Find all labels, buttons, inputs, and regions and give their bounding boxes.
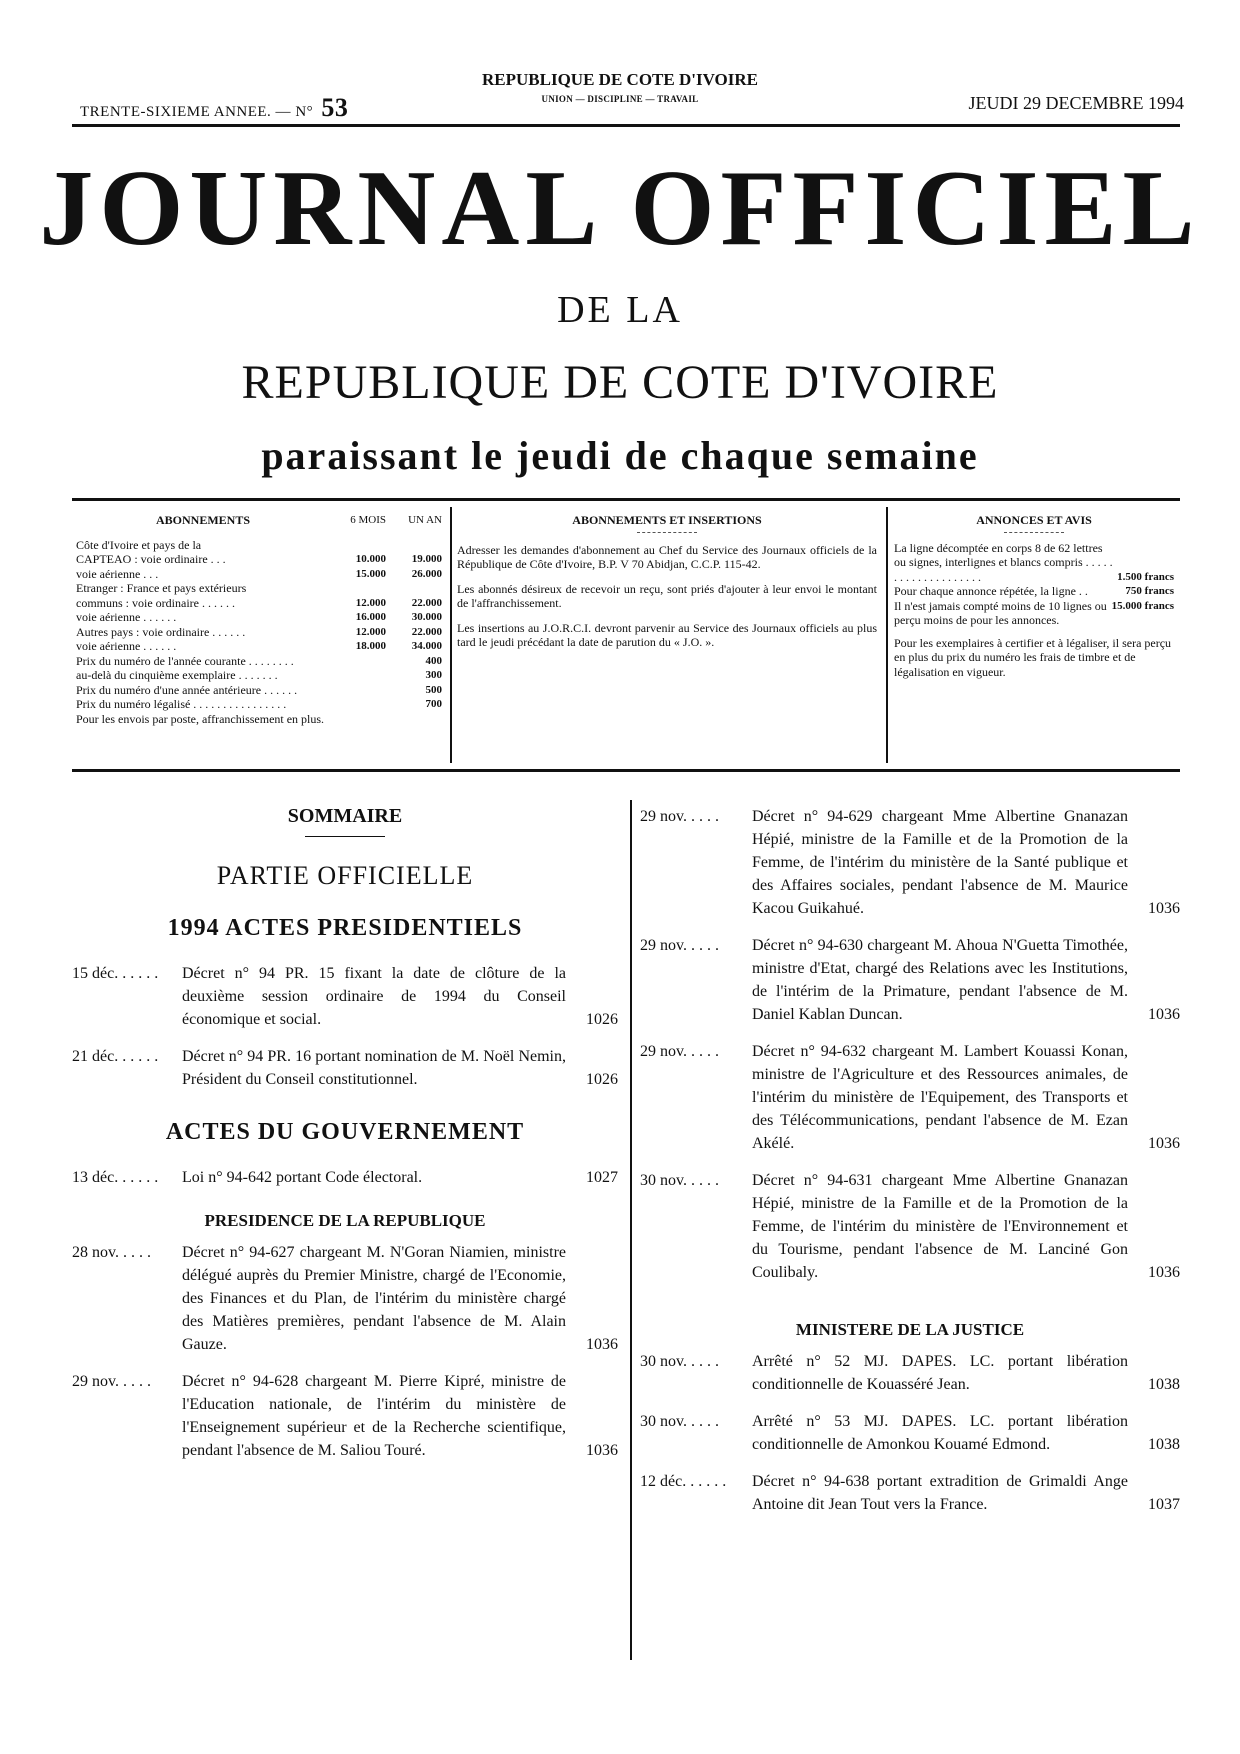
column-divider <box>630 800 632 1660</box>
abonnement-6mois <box>330 697 386 712</box>
entry-date: 13 déc. . . . . . <box>72 1169 159 1186</box>
abonnement-row <box>76 610 442 625</box>
abonnement-1an: 22.000 <box>411 596 442 609</box>
annonce-line-1: La ligne décomptée en corps 8 de 62 lettres ou signes, interlignes et blancs compris . . . . . . . . . . . . . . . . . . . . <box>894 540 1113 584</box>
section-justice: MINISTERE DE LA JUSTICE <box>795 1320 1025 1339</box>
abonnement-1an <box>386 538 442 553</box>
entry-date: 29 nov. . . . . <box>72 1373 151 1390</box>
abonnement-row <box>76 639 442 654</box>
abonnement-6mois <box>330 654 386 669</box>
sommaire-left <box>72 805 618 1476</box>
entry-date: 28 nov. . . . . <box>72 1244 151 1261</box>
entry-page: 1036 <box>1148 1264 1180 1281</box>
dash-rule <box>1004 532 1064 533</box>
entry-page: 1036 <box>1148 900 1180 917</box>
abonnement-6mois <box>330 538 386 553</box>
entry-text: Arrêté n° 53 MJ. DAPES. LC. portant libération conditionnelle de Amonkou Kouamé Edmond. <box>752 1413 1128 1453</box>
year-label: TRENTE-SIXIEME ANNEE. — <box>80 104 292 120</box>
col-6mois: 6 MOIS <box>350 514 386 526</box>
partie-officielle: PARTIE OFFICIELLE <box>216 861 474 890</box>
abonnement-6mois: 18.000 <box>355 640 386 652</box>
annonce-line-2: Pour chaque annonce répétée, la ligne . . <box>894 584 1088 598</box>
col-1an: UN AN <box>408 514 442 526</box>
entry-page: 1038 <box>1148 1436 1180 1453</box>
summary-entry <box>72 1370 618 1462</box>
abonnement-row <box>76 712 442 727</box>
abonnement-label: Etranger : France et pays extérieurs <box>76 581 247 595</box>
entry-text: Décret n° 94-630 chargeant M. Ahoua N'Guetta Timothée, ministre d'Etat, chargé des Relations avec les Institutions, de l'intérim de la Primature, pendant l'absence de M. Daniel Kablan Duncan. <box>752 937 1128 1023</box>
abonnement-label: voie aérienne . . . . . . <box>76 610 177 624</box>
abonnement-6mois <box>330 581 386 596</box>
abonnement-label: au-delà du cinquième exemplaire . . . . . . . <box>76 668 278 682</box>
abonnement-1an: 22.000 <box>411 625 442 638</box>
sommaire-title: SOMMAIRE <box>287 805 403 827</box>
entry-page: 1037 <box>1148 1496 1180 1513</box>
abonnement-label: Prix du numéro d'une année antérieure . . . . . . <box>76 682 298 697</box>
summary-entry <box>640 1350 1180 1396</box>
abonnement-6mois <box>330 668 386 683</box>
abonnement-1an: 500 <box>425 683 442 696</box>
abonnement-label: voie aérienne . . . . . . <box>76 639 177 653</box>
abonnement-row <box>76 596 442 611</box>
abonnements-column <box>76 507 442 763</box>
abonnement-row <box>76 654 442 669</box>
abonnement-6mois: 10.000 <box>355 553 386 565</box>
annonce-price-2: 750 francs <box>1125 585 1174 597</box>
summary-entry <box>640 805 1180 920</box>
annonce-price-3: 15.000 francs <box>1111 599 1174 612</box>
entry-page: 1038 <box>1148 1376 1180 1393</box>
entry-date: 15 déc. . . . . . <box>72 965 159 982</box>
abonnement-row <box>76 581 442 596</box>
abonnement-row <box>76 683 442 698</box>
annonce-price-1: 1.500 francs <box>1117 570 1174 583</box>
annonces-column <box>894 507 1174 763</box>
abonnement-label: Pour les envois par poste, affranchissement en plus. <box>76 711 325 726</box>
entry-date: 30 nov. . . . . <box>640 1172 719 1189</box>
abonnement-row <box>76 625 442 640</box>
abonnement-6mois: 12.000 <box>355 625 386 638</box>
tagline: paraissant le jeudi de chaque semaine <box>261 433 979 478</box>
summary-entry <box>640 1470 1180 1516</box>
abonnement-1an <box>386 581 442 596</box>
republic-title: REPUBLIQUE DE COTE D'IVOIRE <box>241 356 999 409</box>
summary-entry <box>72 1166 618 1189</box>
summary-entry <box>640 1040 1180 1155</box>
abonnement-label: Prix du numéro légalisé . . . . . . . . . . . . . . . . <box>76 697 287 711</box>
summary-entry <box>72 962 618 1031</box>
abonnement-label: voie aérienne . . . <box>76 566 159 581</box>
entry-page: 1036 <box>1148 1006 1180 1023</box>
dash-rule <box>637 532 697 533</box>
abonnement-row <box>76 668 442 683</box>
entry-date: 30 nov. . . . . <box>640 1413 719 1430</box>
abonnement-row <box>76 697 442 712</box>
entry-page: 1036 <box>586 1336 618 1353</box>
issue-date: JEUDI 29 DECEMBRE 1994 <box>968 93 1184 113</box>
summary-entry <box>640 934 1180 1026</box>
section-presidence: PRESIDENCE DE LA REPUBLIQUE <box>204 1211 486 1230</box>
insertions-p1: Adresser les demandes d'abonnement au Chef du Service des Journaux officiels de la République de Côte d'Ivoire, B.P. V 70 Abidjan, C.C.P. 115-42. <box>457 542 877 571</box>
annonce-line-3: Il n'est jamais compté moins de 10 lignes ou perçu moins de pour les annonces. <box>894 598 1107 627</box>
insertions-p3: Les insertions au J.O.R.C.I. devront parvenir au Service des Journaux officiels au plus tard le jeudi précédant la date de parution du « J.O. ». <box>457 620 877 649</box>
sec4-entries <box>640 1350 1180 1516</box>
abonnement-1an: 34.000 <box>411 640 442 652</box>
abonnement-1an: 30.000 <box>411 611 442 623</box>
abonnement-label: Prix du numéro de l'année courante . . . . . . . . <box>76 653 294 668</box>
abonnement-1an: 26.000 <box>411 567 442 580</box>
entry-date: 29 nov. . . . . <box>640 1043 719 1060</box>
subscription-box <box>72 498 1180 772</box>
entry-date: 21 déc. . . . . . <box>72 1048 159 1065</box>
entry-text: Décret n° 94-632 chargeant M. Lambert Kouassi Konan, ministre de l'Agriculture et des Ressources animales, de l'intérim du ministère de l'Equipement, des Transports et des Télécommunications, pendant l'absence de M. Ezan Akélé. <box>752 1043 1128 1152</box>
abonnement-1an: 400 <box>425 654 442 667</box>
abonnements-title: ABONNEMENTS <box>155 513 250 527</box>
entry-date: 30 nov. . . . . <box>640 1353 719 1370</box>
abonnement-6mois: 16.000 <box>355 611 386 623</box>
abonnement-6mois <box>330 712 386 727</box>
entry-text: Décret n° 94-631 chargeant Mme Albertine Gnanazan Hépié, ministre de la Famille et de la Promotion de la Femme, de l'intérim du ministère de l'Environnement et du Tourisme, pendant l'absence de M. Lanciné Gon Coulibaly. <box>752 1172 1128 1281</box>
abonnement-6mois: 12.000 <box>355 596 386 609</box>
insertions-p2: Les abonnés désireux de recevoir un reçu, sont priés d'ajouter à leur envoi le montant de l'affranchissement. <box>457 581 877 610</box>
abonnements-rows <box>76 538 442 727</box>
abonnement-label: CAPTEAO : voie ordinaire . . . <box>76 552 226 566</box>
republic-motto: UNION — DISCIPLINE — TRAVAIL <box>541 94 699 104</box>
entry-text: Décret n° 94-638 portant extradition de Grimaldi Ange Antoine dit Jean Tout vers la France. <box>752 1473 1128 1513</box>
sec1-entries <box>72 962 618 1091</box>
summary-entry <box>640 1169 1180 1284</box>
annonces-title: ANNONCES ET AVIS <box>976 513 1092 527</box>
entry-text: Décret n° 94 PR. 16 portant nomination de M. Noël Nemin, Président du Conseil constitutionnel. <box>182 1048 566 1088</box>
abonnement-1an: 700 <box>425 698 442 710</box>
entry-text: Décret n° 94-627 chargeant M. N'Goran Niamien, ministre délégué auprès du Premier Ministre, chargé de l'Economie, des Finances et du Plan, de l'intérim du ministère chargé des Matières premières, pendant l'absence de M. Alain Gauze. <box>182 1244 566 1353</box>
sec2-entries <box>72 1166 618 1189</box>
summary-entry <box>640 1410 1180 1456</box>
section-actes-presidentiels: 1994 ACTES PRESIDENTIELS <box>167 915 523 941</box>
abonnement-row <box>76 538 442 553</box>
de-la: DE LA <box>557 289 683 331</box>
entry-page: 1026 <box>586 1071 618 1088</box>
abonnement-row <box>76 552 442 567</box>
insertions-title: ABONNEMENTS ET INSERTIONS <box>572 513 762 527</box>
entry-text: Décret n° 94-628 chargeant M. Pierre Kipré, ministre de l'Education nationale, de l'intérim du ministère de l'Enseignement supérieur et de la Recherche scientifique, pendant l'absence de M. Saliou Touré. <box>182 1373 566 1459</box>
entry-page: 1036 <box>586 1442 618 1459</box>
abonnement-label: communs : voie ordinaire . . . . . . <box>76 595 235 610</box>
header-rule <box>72 124 1180 127</box>
box-divider <box>886 507 888 763</box>
abonnement-label: Autres pays : voie ordinaire . . . . . . <box>76 624 246 639</box>
summary-entry <box>72 1241 618 1356</box>
abonnement-6mois: 15.000 <box>355 567 386 580</box>
abonnement-1an: 300 <box>425 669 442 681</box>
number-value: 53 <box>321 93 349 122</box>
entry-page: 1036 <box>1148 1135 1180 1152</box>
annonce-note: Pour les exemplaires à certifier et à légaliser, il sera perçu en plus du prix du numéro les frais de timbre et de légalisation en vigueur. <box>894 635 1172 679</box>
insertions-column <box>457 507 877 763</box>
journal-title: JOURNAL OFFICIEL <box>39 149 1201 268</box>
number-prefix: N° <box>295 104 314 120</box>
section-actes-gouvernement: ACTES DU GOUVERNEMENT <box>165 1119 525 1145</box>
entry-page: 1026 <box>586 1011 618 1028</box>
abonnement-row <box>76 567 442 582</box>
entry-text: Arrêté n° 52 MJ. DAPES. LC. portant libération conditionnelle de Kouasséré Jean. <box>752 1353 1128 1393</box>
short-rule <box>305 836 385 837</box>
entry-text: Loi n° 94-642 portant Code électoral. <box>182 1169 423 1186</box>
abonnement-6mois <box>330 683 386 698</box>
republic-name: REPUBLIQUE DE COTE D'IVOIRE <box>482 70 758 89</box>
entry-page: 1027 <box>586 1169 618 1186</box>
abonnement-1an: 19.000 <box>411 553 442 565</box>
entry-date: 29 nov. . . . . <box>640 808 719 825</box>
right-entries <box>640 805 1180 1284</box>
abonnement-1an <box>386 712 442 727</box>
abonnement-label: Côte d'Ivoire et pays de la <box>76 537 202 552</box>
entry-text: Décret n° 94-629 chargeant Mme Albertine Gnanazan Hépié, ministre de la Famille et de la Promotion de la Femme, de l'intérim du ministère de la Santé publique et des Affaires sociales, pendant l'absence de M. Maurice Kacou Guikahué. <box>752 808 1128 917</box>
entry-date: 29 nov. . . . . <box>640 937 719 954</box>
sommaire-right <box>640 805 1180 1530</box>
box-divider <box>450 507 452 763</box>
summary-entry <box>72 1045 618 1091</box>
sec3-entries <box>72 1241 618 1462</box>
entry-text: Décret n° 94 PR. 15 fixant la date de clôture de la deuxième session ordinaire de 1994 du Conseil économique et social. <box>182 965 566 1028</box>
entry-date: 12 déc. . . . . . <box>640 1473 727 1490</box>
